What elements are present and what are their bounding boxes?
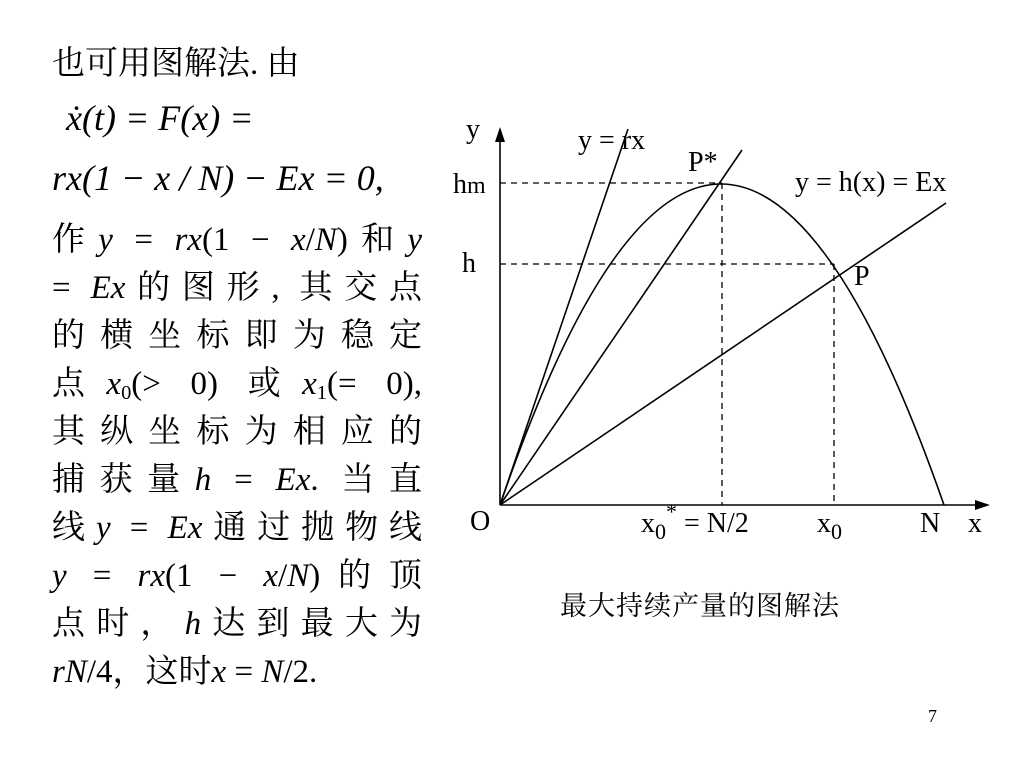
- text-line: 点$x_0(> 0)$ 或$x_1(= 0)$,: [52, 366, 423, 405]
- origin-label: O: [470, 506, 491, 537]
- figure-caption: 最大持续产量的图解法: [560, 591, 840, 622]
- explanation-text: [52, 216, 422, 696]
- n-label: N: [920, 508, 941, 539]
- h-label: h: [462, 248, 476, 279]
- text-line: 的横坐标即为稳定: [52, 318, 422, 354]
- x0-star-label: $x_0^* = N/2$: [641, 499, 749, 544]
- x-axis-label: x: [968, 508, 982, 539]
- formula-line-1: ẋ(t) = F(x) =: [66, 98, 254, 138]
- line-rx-label: y = rx: [578, 125, 646, 156]
- text-line: rN/4，这时x = N/2.: [52, 654, 318, 690]
- page-number: 7: [928, 706, 937, 726]
- hm-label: hm: [453, 169, 486, 200]
- line-ex: [500, 203, 946, 505]
- intro-text: 也可用图解法. 由: [52, 46, 300, 82]
- diagram-svg: [440, 110, 1000, 560]
- y-axis-label: y: [466, 114, 480, 145]
- peak-point-label: P*: [688, 147, 718, 178]
- line-ex-label: y = h(x) = Ex: [795, 167, 947, 198]
- formula: [52, 88, 422, 208]
- formula-line-2: rx(1 − x / N) − Ex = 0,: [52, 158, 384, 198]
- text-line: 其纵坐标为相应的: [52, 414, 422, 450]
- text-line: 捕获量h = Ex. 当直: [52, 462, 423, 498]
- text-line: 线y = Ex通过抛物线: [52, 510, 423, 546]
- yield-diagram: [440, 110, 1000, 560]
- line-rx: [500, 129, 628, 505]
- point-p-label: P: [854, 261, 870, 292]
- text-line: = Ex的图形, 其交点: [52, 270, 422, 306]
- text-line: 作y = rx(1 − x/N)和y: [52, 222, 422, 258]
- y-axis-arrow-icon: [495, 127, 505, 142]
- text-column: [52, 40, 422, 696]
- text-line: 点时，h达到最大为: [52, 606, 422, 642]
- text-line: y = rx(1 − x/N)的顶: [52, 558, 422, 594]
- x0-label: $x_0$: [817, 508, 842, 544]
- line-through-peak: [500, 150, 742, 505]
